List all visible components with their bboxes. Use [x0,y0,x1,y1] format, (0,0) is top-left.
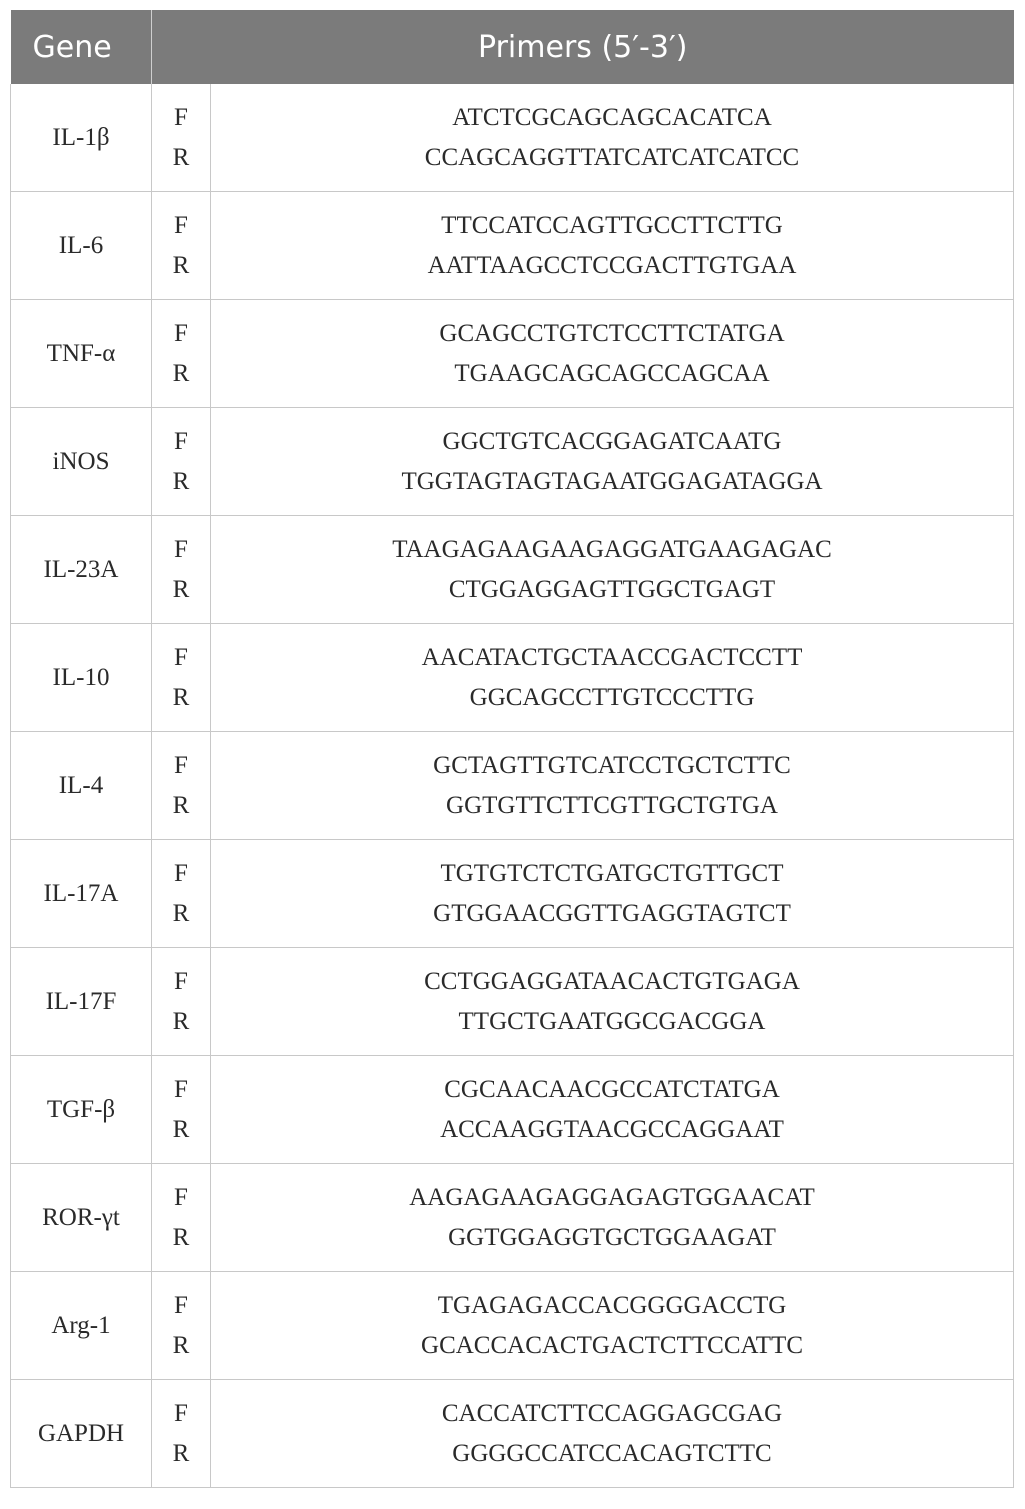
forward-primer: ATCTCGCAGCAGCACATCA [452,103,772,131]
reverse-primer: CTGGAGGAGTTGGCTGAGT [448,575,776,603]
direction-cell [152,300,211,408]
direction-cell [152,1056,211,1164]
direction-cell [152,408,211,516]
reverse-primer: CCAGCAGGTTATCATCATCATCC [424,143,800,171]
forward-primer: CGCAACAACGCCATCTATGA [444,1075,780,1103]
reverse-primer: GCACCACACTGACTCTTCCATTC [421,1331,803,1359]
forward-primer: GGCTGTCACGGAGATCAATG [442,427,782,455]
forward-label: F [174,859,188,887]
table-row [11,84,1014,192]
forward-primer: TGTGTCTCTGATGCTGTTGCT [440,859,784,887]
forward-primer: TAAGAGAAGAAGAGGATGAAGAGAC [392,535,832,563]
reverse-primer: GGTGGAGGTGCTGGAAGAT [448,1223,776,1251]
forward-primer: CACCATCTTCCAGGAGCGAG [441,1399,783,1427]
reverse-label: R [172,359,190,387]
gene-name: Arg-1 [11,1272,152,1380]
gene-name: TGF-β [11,1056,152,1164]
forward-label: F [174,103,188,131]
reverse-primer: TGGTAGTAGTAGAATGGAGATAGGA [401,467,823,495]
table-row [11,300,1014,408]
sequence-cell [211,1272,1014,1380]
direction-cell [152,840,211,948]
forward-label: F [174,535,188,563]
forward-label: F [174,211,188,239]
table-row [11,948,1014,1056]
reverse-primer: TGAAGCAGCAGCCAGCAA [454,359,770,387]
reverse-label: R [172,251,190,279]
sequence-cell [211,948,1014,1056]
forward-primer: GCAGCCTGTCTCCTTCTATGA [439,319,785,347]
reverse-label: R [172,1331,190,1359]
primer-table [10,10,1014,1488]
reverse-primer: GTGGAACGGTTGAGGTAGTCT [433,899,791,927]
primer-table-container [10,10,1013,1488]
sequence-cell [211,300,1014,408]
forward-label: F [174,319,188,347]
reverse-label: R [172,899,190,927]
forward-label: F [174,1399,188,1427]
table-row [11,1380,1014,1488]
reverse-label: R [172,1115,190,1143]
gene-name: IL-23A [11,516,152,624]
direction-cell [152,1272,211,1380]
sequence-cell [211,192,1014,300]
forward-primer: AAGAGAAGAGGAGAGTGGAACAT [409,1183,815,1211]
direction-cell [152,624,211,732]
sequence-cell [211,1164,1014,1272]
direction-cell [152,948,211,1056]
table-row [11,1056,1014,1164]
sequence-cell [211,516,1014,624]
table-row [11,732,1014,840]
forward-primer: GCTAGTTGTCATCCTGCTCTTC [433,751,791,779]
sequence-cell [211,1056,1014,1164]
table-row [11,1164,1014,1272]
gene-name: GAPDH [11,1380,152,1488]
direction-cell [152,84,211,192]
forward-label: F [174,967,188,995]
header-primers: Primers (5′-3′) [152,10,1014,84]
gene-name: IL-4 [11,732,152,840]
forward-primer: TTCCATCCAGTTGCCTTCTTG [441,211,783,239]
forward-label: F [174,751,188,779]
direction-cell [152,516,211,624]
header-gene: Gene [11,10,152,84]
forward-primer: CCTGGAGGATAACACTGTGAGA [424,967,800,995]
reverse-label: R [172,575,190,603]
direction-cell [152,732,211,840]
gene-name: IL-17A [11,840,152,948]
table-row [11,624,1014,732]
gene-name: IL-1β [11,84,152,192]
table-row [11,1272,1014,1380]
table-row [11,840,1014,948]
reverse-label: R [172,143,190,171]
direction-cell [152,1164,211,1272]
reverse-primer: TTGCTGAATGGCGACGGA [458,1007,766,1035]
sequence-cell [211,732,1014,840]
direction-cell [152,1380,211,1488]
table-body [11,84,1014,1488]
forward-label: F [174,1075,188,1103]
sequence-cell [211,1380,1014,1488]
reverse-label: R [172,1007,190,1035]
table-row [11,408,1014,516]
gene-name: IL-6 [11,192,152,300]
reverse-primer: AATTAAGCCTCCGACTTGTGAA [427,251,797,279]
reverse-label: R [172,683,190,711]
reverse-primer: GGTGTTCTTCGTTGCTGTGA [446,791,778,819]
reverse-primer: GGGGCCATCCACAGTCTTC [452,1439,772,1467]
sequence-cell [211,840,1014,948]
reverse-label: R [172,1439,190,1467]
gene-name: TNF-α [11,300,152,408]
gene-name: IL-17F [11,948,152,1056]
table-header [11,10,1014,84]
header-row [11,10,1014,84]
forward-label: F [174,1291,188,1319]
forward-primer: AACATACTGCTAACCGACTCCTT [421,643,803,671]
gene-name: iNOS [11,408,152,516]
reverse-label: R [172,1223,190,1251]
direction-cell [152,192,211,300]
table-row [11,516,1014,624]
gene-name: IL-10 [11,624,152,732]
reverse-primer: GGCAGCCTTGTCCCTTG [469,683,755,711]
sequence-cell [211,408,1014,516]
reverse-label: R [172,791,190,819]
reverse-primer: ACCAAGGTAACGCCAGGAAT [440,1115,784,1143]
forward-primer: TGAGAGACCACGGGGACCTG [437,1291,787,1319]
reverse-label: R [172,467,190,495]
gene-name: ROR-γt [11,1164,152,1272]
sequence-cell [211,624,1014,732]
sequence-cell [211,84,1014,192]
forward-label: F [174,643,188,671]
forward-label: F [174,1183,188,1211]
table-row [11,192,1014,300]
forward-label: F [174,427,188,455]
